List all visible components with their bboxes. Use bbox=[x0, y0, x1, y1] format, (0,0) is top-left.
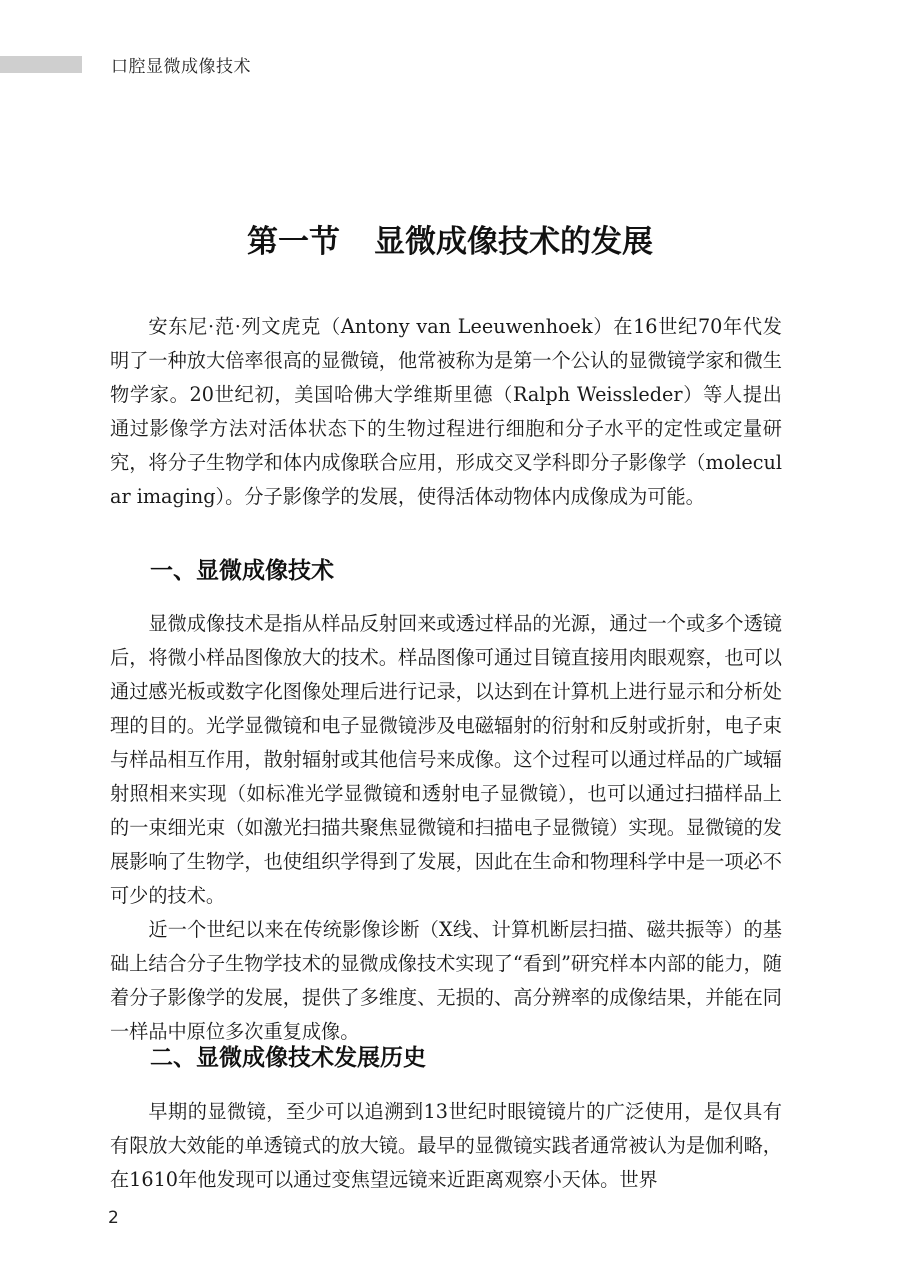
running-header: 口腔显微成像技术 bbox=[111, 57, 251, 77]
intro-block bbox=[110, 310, 782, 514]
header-decor-bar bbox=[0, 56, 82, 73]
chapter-number: 第一节 bbox=[247, 224, 340, 260]
chapter-title-text: 显微成像技术的发展 bbox=[374, 224, 653, 260]
intro-paragraph: 安东尼·范·列文虎克（Antony van Leeuwenhoek）在16世纪70年代发明了一种放大倍率很高的显微镜，他常被称为是第一个公认的显微镜学家和微生物学家。20世纪初，美国哈佛大学维斯里德（Ralph Weissleder）等人提出通过影像学方法对活体状态下的生物过程进行细胞和分子水平的定性或定量研究，将分子生物学和体内成像联合应用，形成交叉学科即分子影像学（molecular imaging）。分子影像学的发展，使得活体动物体内成像成为可能。 bbox=[110, 315, 782, 508]
section1-body bbox=[110, 607, 782, 1049]
section2-paragraph: 早期的显微镜，至少可以追溯到13世纪时眼镜镜片的广泛使用，是仅具有有限放大效能的单透镜式的放大镜。最早的显微镜实践者通常被认为是伽利略，在1610年他发现可以通过变焦望远镜来近距离观察小天体。世界 bbox=[110, 1100, 782, 1191]
chapter-title bbox=[0, 216, 900, 261]
page-number: 2 bbox=[108, 1208, 119, 1228]
section-heading-2: 二、显微成像技术发展历史 bbox=[150, 1045, 426, 1071]
section-heading-1: 一、显微成像技术 bbox=[150, 558, 334, 584]
section1-paragraph: 近一个世纪以来在传统影像诊断（X线、计算机断层扫描、磁共振等）的基础上结合分子生物学技术的显微成像技术实现了“看到”研究样本内部的能力，随着分子影像学的发展，提供了多维度、无损的、高分辨率的成像结果，并能在同一样品中原位多次重复成像。 bbox=[110, 918, 782, 1043]
section1-paragraph: 显微成像技术是指从样品反射回来或透过样品的光源，通过一个或多个透镜后，将微小样品图像放大的技术。样品图像可通过目镜直接用肉眼观察，也可以通过感光板或数字化图像处理后进行记录，以达到在计算机上进行显示和分析处理的目的。光学显微镜和电子显微镜涉及电磁辐射的衍射和反射或折射，电子束与样品相互作用，散射辐射或其他信号来成像。这个过程可以通过样品的广域辐射照相来实现（如标准光学显微镜和透射电子显微镜），也可以通过扫描样品上的一束细光束（如激光扫描共聚焦显微镜和扫描电子显微镜）实现。显微镜的发展影响了生物学，也使组织学得到了发展，因此在生命和物理科学中是一项必不可少的技术。 bbox=[110, 612, 782, 907]
section2-body bbox=[110, 1095, 782, 1197]
